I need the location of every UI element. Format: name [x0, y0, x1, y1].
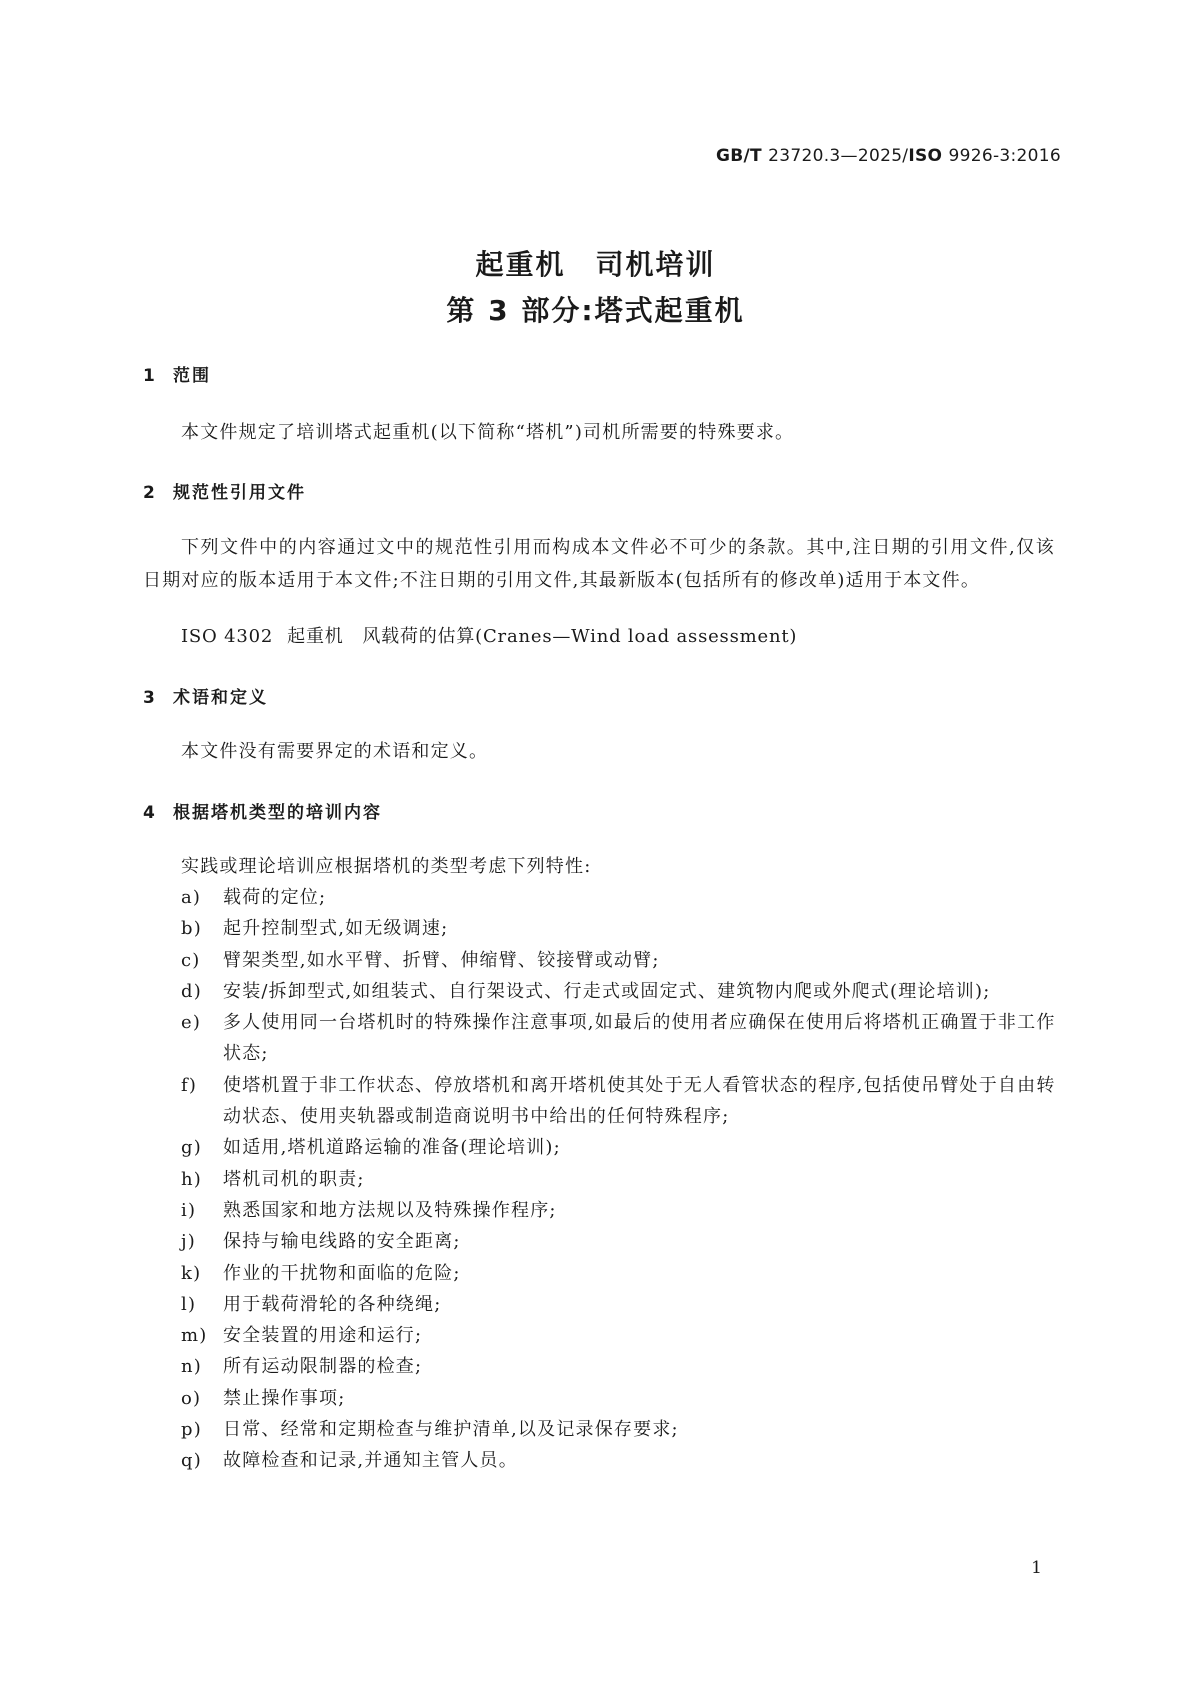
- list-item: [181, 1414, 1061, 1445]
- list-item-mark: e): [181, 1012, 202, 1034]
- list-item: [181, 1445, 1061, 1476]
- section-title: 根据塔机类型的培训内容: [173, 803, 382, 823]
- section-title: 术语和定义: [173, 688, 268, 708]
- list-item: [181, 1164, 1061, 1195]
- list-item-mark: d): [181, 980, 202, 1002]
- list-item-text: 保持与输电线路的安全距离;: [223, 1231, 461, 1253]
- list-item-text: 故障检查和记录,并通知主管人员。: [223, 1450, 518, 1472]
- section-4-heading: [143, 798, 382, 823]
- list-item: [181, 1289, 1061, 1320]
- list-item-text: 载荷的定位;: [223, 887, 327, 908]
- list-item: [181, 913, 1061, 944]
- standard-code-iso: ISO: [908, 146, 943, 166]
- list-item-text: 塔机司机的职责;: [223, 1168, 365, 1190]
- list-item-mark: f): [181, 1074, 198, 1096]
- list-item-text: 使塔机置于非工作状态、停放塔机和离开塔机使其处于无人看管状态的程序,包括使吊臂处于自由转动状态、使用夹轨器或制造商说明书中给出的任何特殊程序;: [223, 1074, 1056, 1128]
- list-item: [181, 1320, 1061, 1351]
- list-item-text: 多人使用同一台塔机时的特殊操作注意事项,如最后的使用者应确保在使用后将塔机正确置于非工作状态;: [223, 1012, 1056, 1065]
- normative-reference: [181, 622, 797, 648]
- list-item-mark: i): [181, 1199, 197, 1221]
- list-item-text: 用于载荷滑轮的各种绕绳;: [223, 1293, 442, 1315]
- standard-code: [716, 146, 1061, 166]
- list-item: [181, 1070, 1061, 1133]
- section-number: 1: [143, 366, 157, 386]
- training-items-list: [181, 882, 1061, 1477]
- section-1-heading: [143, 361, 211, 386]
- standard-code-number: 23720.3—2025/: [768, 146, 909, 166]
- list-item-text: 起升控制型式,如无级调速;: [223, 918, 449, 940]
- list-item-mark: l): [181, 1293, 197, 1315]
- list-item: [181, 1007, 1061, 1070]
- list-item: [181, 945, 1061, 976]
- section-number: 2: [143, 483, 157, 503]
- list-item-mark: h): [181, 1168, 203, 1190]
- section-title: 规范性引用文件: [173, 483, 306, 503]
- reference-code: ISO 4302: [181, 626, 274, 647]
- list-item-text: 日常、经常和定期检查与维护清单,以及记录保存要求;: [223, 1419, 679, 1441]
- list-item-mark: n): [181, 1356, 203, 1378]
- section-4-lead: 实践或理论培训应根据塔机的类型考虑下列特性:: [181, 856, 592, 877]
- list-item-mark: g): [181, 1137, 202, 1159]
- document-title-line2: 第 3 部分:塔式起重机: [446, 294, 745, 327]
- section-title: 范围: [173, 366, 211, 386]
- list-item-mark: a): [181, 887, 202, 908]
- list-item-text: 熟悉国家和地方法规以及特殊操作程序;: [223, 1199, 557, 1221]
- list-item-mark: m): [181, 1325, 208, 1347]
- section-3-paragraph: 本文件没有需要界定的术语和定义。: [181, 741, 489, 762]
- list-item: [181, 1132, 1061, 1163]
- list-item-text: 如适用,塔机道路运输的准备(理论培训);: [223, 1137, 561, 1159]
- list-item: [181, 1258, 1061, 1289]
- list-item-mark: b): [181, 918, 202, 940]
- section-number: 3: [143, 688, 157, 708]
- list-item-text: 臂架类型,如水平臂、折臂、伸缩臂、铰接臂或动臂;: [223, 949, 660, 971]
- list-item-text: 禁止操作事项;: [223, 1387, 346, 1409]
- list-item: [181, 976, 1061, 1007]
- list-item-mark: j): [181, 1231, 197, 1253]
- list-item: [181, 1226, 1061, 1257]
- page-number: 1: [1031, 1558, 1042, 1578]
- section-3-heading: [143, 683, 268, 708]
- list-item-text: 所有运动限制器的检查;: [223, 1356, 423, 1378]
- section-1-paragraph: 本文件规定了培训塔式起重机(以下简称“塔机”)司机所需要的特殊要求。: [181, 422, 795, 443]
- list-item-text: 安装/拆卸型式,如组装式、自行架设式、行走式或固定式、建筑物内爬或外爬式(理论培训);: [223, 980, 991, 1002]
- section-2-paragraph: 下列文件中的内容通过文中的规范性引用而构成本文件必不可少的条款。其中,注日期的引用文件,仅该日期对应的版本适用于本文件;不注日期的引用文件,其最新版本(包括所有的修改单)适用于本文件。: [143, 537, 1055, 591]
- list-item-mark: p): [181, 1419, 202, 1441]
- document-title-line1: 起重机 司机培训: [475, 248, 716, 281]
- reference-title: 起重机 风载荷的估算(Cranes—Wind load assessment): [287, 626, 798, 647]
- list-item: [181, 1383, 1061, 1414]
- list-item-text: 作业的干扰物和面临的危险;: [223, 1262, 461, 1284]
- section-2-heading: [143, 478, 306, 503]
- section-number: 4: [143, 803, 157, 823]
- standard-code-iso-number: 9926-3:2016: [948, 146, 1061, 166]
- list-item-mark: o): [181, 1387, 202, 1409]
- list-item-text: 安全装置的用途和运行;: [223, 1325, 423, 1347]
- list-item-mark: c): [181, 949, 201, 971]
- standard-code-prefix: GB/T: [716, 146, 762, 166]
- list-item: [181, 1195, 1061, 1226]
- list-item: [181, 882, 1061, 913]
- list-item-mark: k): [181, 1262, 202, 1284]
- list-item: [181, 1351, 1061, 1382]
- list-item-mark: q): [181, 1450, 202, 1472]
